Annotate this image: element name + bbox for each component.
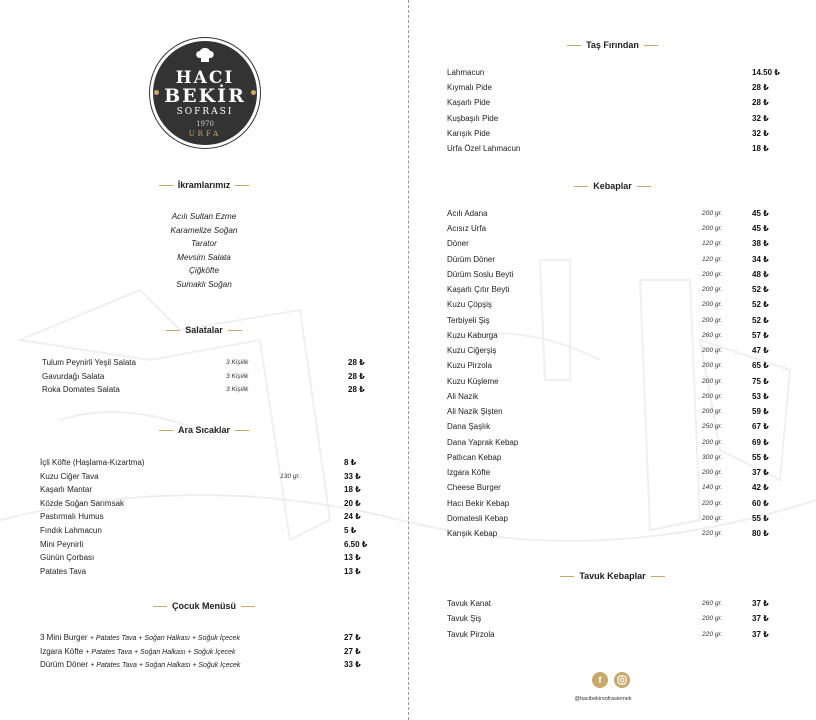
item-name [42,372,104,381]
item-price: 53 ₺ [752,391,769,401]
item-price: 42 ₺ [752,483,769,493]
item-name [447,83,492,92]
item-name [447,98,490,107]
item-name [40,526,102,535]
item-price: 37 ₺ [752,614,769,624]
item-portion: 200 gr. [702,514,723,522]
item-portion: 260 gr. [702,600,723,607]
item-price: 14.50 ₺ [752,68,780,77]
kebap-row [447,224,787,237]
item-portion: 200 gr. [702,615,723,623]
kebap-row [447,255,787,268]
item-name [447,499,509,508]
item-name [447,209,487,218]
item-name [447,129,490,138]
item-price: 45 ₺ [752,209,769,218]
item-name-text: Izgara Köfte [40,646,84,656]
section-heading-tas-firindan: Taş Fırından [409,40,816,50]
item-name [447,114,498,123]
item-portion: 220 gr. [702,530,723,538]
section-heading-kebaplar: Kebaplar [409,181,816,191]
item-name [447,346,496,355]
item-name-text: Acısız Urfa [447,224,487,234]
kebap-row [447,209,787,222]
item-name [447,483,501,492]
item-name [447,144,520,153]
kebap-row [447,529,787,542]
logo-line2: BEKİR [164,85,246,107]
item-name-text: Dürüm Soslu Beyti [447,269,514,279]
item-price: 59 ₺ [752,407,769,417]
item-name-text: Kuzu Kaburga [447,330,498,340]
item-name [447,392,478,401]
salata-row [42,385,382,398]
item-portion: 250 gr. [702,423,723,431]
ara-sicak-row [40,567,380,580]
item-portion: 3 Kişilik [226,386,249,393]
logo-line3: SOFRASI [176,107,234,117]
kebap-row [447,346,787,359]
item-name-text: Kuzu Pirzola [447,361,492,371]
item-name-text: Dana Yaprak Kebap [447,437,519,447]
kebap-row [447,270,787,283]
kebap-row [447,422,787,435]
tas-firin-row [447,68,787,81]
item-price: 45 ₺ [752,224,769,234]
item-portion: 200 gr. [702,286,723,294]
item-name [447,529,497,538]
item-portion: 3 Kişilik [226,372,249,380]
item-name [447,599,491,608]
item-name-text: Kaşarlı Pide [447,98,491,108]
item-price: 24 ₺ [344,512,361,522]
kebap-row [447,300,787,313]
kebap-row [447,316,787,329]
item-price: 5 ₺ [344,526,357,535]
social-handle: @hacibekirsofrasiemek [574,696,632,702]
item-price: 37 ₺ [752,629,769,639]
item-name-text: Roka Domates Salata [42,385,120,394]
item-name [447,331,498,340]
item-name-text: Kuzu Çöpşiş [447,300,492,310]
item-name [447,614,481,623]
item-portion: 260 gr. [702,331,723,339]
item-name-text: Kuzu Ciğerşiş [447,346,497,356]
logo-line1: HACI [175,68,235,88]
item-price: 13 ₺ [344,566,361,576]
item-price: 55 ₺ [752,513,769,523]
item-portion: 220 gr. [702,630,723,638]
item-name [447,377,499,386]
item-portion: 200 gr. [702,362,723,370]
item-name [447,468,490,477]
item-price: 80 ₺ [752,529,769,539]
item-portion: 200 gr. [702,210,723,217]
item-price: 28 ₺ [752,83,769,93]
item-portion: 130 gr. [280,472,301,480]
item-price: 28 ₺ [348,358,365,367]
kebap-row [447,239,787,252]
item-name-text: Kaşarlı Mantar [40,485,93,495]
item-name-text: Terbiyeli Şiş [447,315,490,325]
item-name [42,358,136,367]
item-price: 48 ₺ [752,269,769,279]
item-portion: 200 gr. [702,377,723,385]
kebap-row [447,438,787,451]
chef-hat-icon [194,46,216,64]
section-heading-ikramlar: İkramlarımız [0,180,408,190]
item-portion: 300 gr. [702,453,723,461]
item-portion: 200 gr. [702,301,723,309]
item-name-text: Fındık Lahmacun [40,526,102,535]
item-name-text: Tavuk Kanat [447,599,492,608]
item-portion: 200 gr. [702,438,723,446]
item-portion: 200 gr. [702,347,723,355]
item-name-text: Hacı Bekir Kebap [447,498,510,508]
item-name-text: Patlıcan Kebap [447,452,502,462]
kebap-row [447,468,787,481]
item-portion: 140 gr. [702,484,723,492]
item-name [447,239,469,248]
item-name [40,660,240,669]
item-name-text: Kıymalı Pide [447,83,492,93]
item-name-text: Dürüm Döner [40,660,89,670]
facebook-icon[interactable]: f [592,672,608,688]
item-name [447,270,513,279]
item-name [447,224,486,233]
item-price: 33 ₺ [344,471,361,481]
item-price: 69 ₺ [752,437,769,447]
item-price: 28 ₺ [348,385,365,394]
section-heading-ara-sicaklar: Ara Sıcaklar [0,425,408,435]
item-price: 75 ₺ [752,376,769,386]
item-name-text: Karışık Kebap [447,529,498,539]
item-name [40,553,94,562]
item-name [40,458,144,467]
item-price: 37 ₺ [752,599,769,608]
item-price: 65 ₺ [752,361,769,371]
item-name-text: Döner [447,239,469,249]
item-name [40,472,99,481]
item-name-text: Kuzu Ciğer Tava [40,471,99,481]
item-name [447,630,495,639]
salata-row [42,358,382,371]
ara-sicak-row [40,499,380,512]
item-price: 13 ₺ [344,553,361,563]
item-name-text: Pastırmalı Humus [40,512,104,522]
item-portion: 200 gr. [702,469,723,477]
item-name [447,285,509,294]
item-portion: 120 gr. [702,255,723,263]
logo-city: URFA [188,130,222,138]
kebap-row [447,361,787,374]
tas-firin-row [447,129,787,142]
cocuk-menu-row [40,633,380,646]
item-portion: 200 gr. [702,225,723,233]
item-name [40,567,86,576]
item-portion: 200 gr. [702,270,723,278]
ara-sicak-row [40,458,380,471]
item-name [40,540,83,549]
ara-sicak-row [40,512,380,525]
item-price: 47 ₺ [752,346,769,356]
item-price: 38 ₺ [752,239,769,249]
tas-firin-row [447,114,787,127]
item-name [447,300,492,309]
item-name-text: İçli Köfte (Haşlama-Kızartma) [40,458,145,467]
ara-sicak-row [40,472,380,485]
ikram-item: Çiğköfte [188,266,220,276]
tavuk-kebap-row [447,599,787,612]
item-price: 20 ₺ [344,498,361,508]
item-name-text: Mini Peynirli [40,539,84,549]
kebap-row [447,331,787,344]
ikram-item: Acılı Sultan Ezme [171,212,237,221]
item-name-text: Kuzu Küşleme [447,376,499,386]
tas-firin-row [447,144,787,157]
item-name [40,512,104,521]
kebap-row [447,285,787,298]
item-price: 60 ₺ [752,498,769,508]
ikram-item: Mevsim Salata [177,252,231,262]
kebap-row [447,483,787,496]
item-name [40,485,92,494]
item-price: 37 ₺ [752,468,769,478]
item-portion: 220 gr. [702,499,723,507]
cocuk-menu-row [40,660,380,673]
item-name-text: Tavuk Pirzola [447,629,495,639]
item-price: 28 ₺ [752,98,769,108]
item-price: 32 ₺ [752,128,769,138]
kebap-row [447,514,787,527]
tavuk-kebap-row [447,614,787,627]
ikram-item: Tarator [191,239,217,249]
item-name-text: Izgara Köfte [447,468,491,478]
item-name-text: Gavurdağı Salata [42,371,105,381]
item-price: 6.50 ₺ [344,539,368,549]
item-price: 18 ₺ [752,144,769,153]
logo-year: 1970 [196,120,214,128]
item-portion: 200 gr. [702,316,723,324]
item-portion: 200 gr. [702,408,723,416]
kebap-row [447,453,787,466]
item-name-text: Dürüm Döner [447,254,496,264]
ara-sicak-row [40,553,380,566]
item-name [447,453,501,462]
kebap-row [447,392,787,405]
item-price: 57 ₺ [752,330,769,340]
item-name [447,438,518,447]
kebap-row [447,377,787,390]
ara-sicak-row [40,540,380,553]
ara-sicak-row [40,485,380,498]
item-name-text: Patates Tava [40,566,87,576]
item-portion: 3 Kişilik [226,359,249,366]
tas-firin-row [447,83,787,96]
item-name [40,499,124,508]
item-portion: 200 gr. [702,392,723,400]
item-name-text: Kaşarlı Çıtır Beyti [447,285,510,295]
item-name [447,422,490,431]
item-name-text: Lahmacun [447,68,485,77]
item-price: 67 ₺ [752,422,769,432]
item-name-text: Tavuk Şiş [447,614,482,624]
item-price: 34 ₺ [752,254,769,264]
ikram-item: Karamelize Soğan [170,225,238,235]
item-name [447,68,484,77]
salata-row [42,372,382,385]
item-name-text: Tulum Peynirli Yeşil Salata [42,358,136,367]
tavuk-kebap-row [447,630,787,643]
item-price: 28 ₺ [348,371,365,381]
item-price: 32 ₺ [752,113,769,123]
item-price: 52 ₺ [752,285,769,295]
ikram-item: Sumaklı Soğan [176,280,232,289]
item-name-text: Urfa Özel Lahmacun [447,144,521,153]
item-price: 27 ₺ [344,633,361,642]
item-name-text: Dana Şaşlık [447,422,491,432]
item-name-text: 3 Mini Burger [40,633,88,642]
item-extras: + Patates Tava + Soğan Halkası + Soğuk İçecek [89,635,240,642]
item-name [447,255,495,264]
section-heading-tavuk-kebaplar: Tavuk Kebaplar [409,571,816,581]
item-name [42,385,120,394]
tas-firin-row [447,98,787,111]
kebap-row [447,499,787,512]
ara-sicak-row [40,526,380,539]
item-name-text: Günün Çorbası [40,553,95,563]
item-name-text: Kuşbaşılı Pide [447,113,499,123]
item-name-text: Ali Nazik Şişten [447,407,503,417]
item-name [40,647,236,656]
item-price: 8 ₺ [344,458,357,467]
item-price: 33 ₺ [344,660,361,670]
item-price: 27 ₺ [344,646,361,656]
item-name [447,316,490,325]
item-name-text: Közde Soğan Sarımsak [40,498,125,508]
brand-logo [150,38,260,148]
item-name-text: Acılı Adana [447,209,488,218]
item-price: 55 ₺ [752,452,769,462]
item-price: 52 ₺ [752,300,769,310]
item-name-text: Domatesli Kebap [447,513,508,523]
item-extras: + Patates Tava + Soğan Halkası + Soğuk İçecek [85,648,236,656]
item-name-text: Karışık Pide [447,128,491,138]
instagram-icon[interactable] [614,672,630,688]
item-name [447,361,492,370]
section-heading-salatalar: Salatalar [0,325,408,335]
cocuk-menu-row [40,647,380,660]
item-name [447,407,503,416]
item-name-text: Ali Nazik [447,391,479,401]
item-price: 52 ₺ [752,315,769,325]
kebap-row [447,407,787,420]
section-heading-cocuk-menusu: Çocuk Menüsü [0,601,408,611]
item-extras: + Patates Tava + Soğan Halkası + Soğuk İçecek [90,662,241,670]
item-name [40,633,240,642]
item-name-text: Cheese Burger [447,483,501,493]
item-portion: 120 gr. [702,240,723,248]
item-name [447,514,508,523]
item-price: 18 ₺ [344,485,361,495]
